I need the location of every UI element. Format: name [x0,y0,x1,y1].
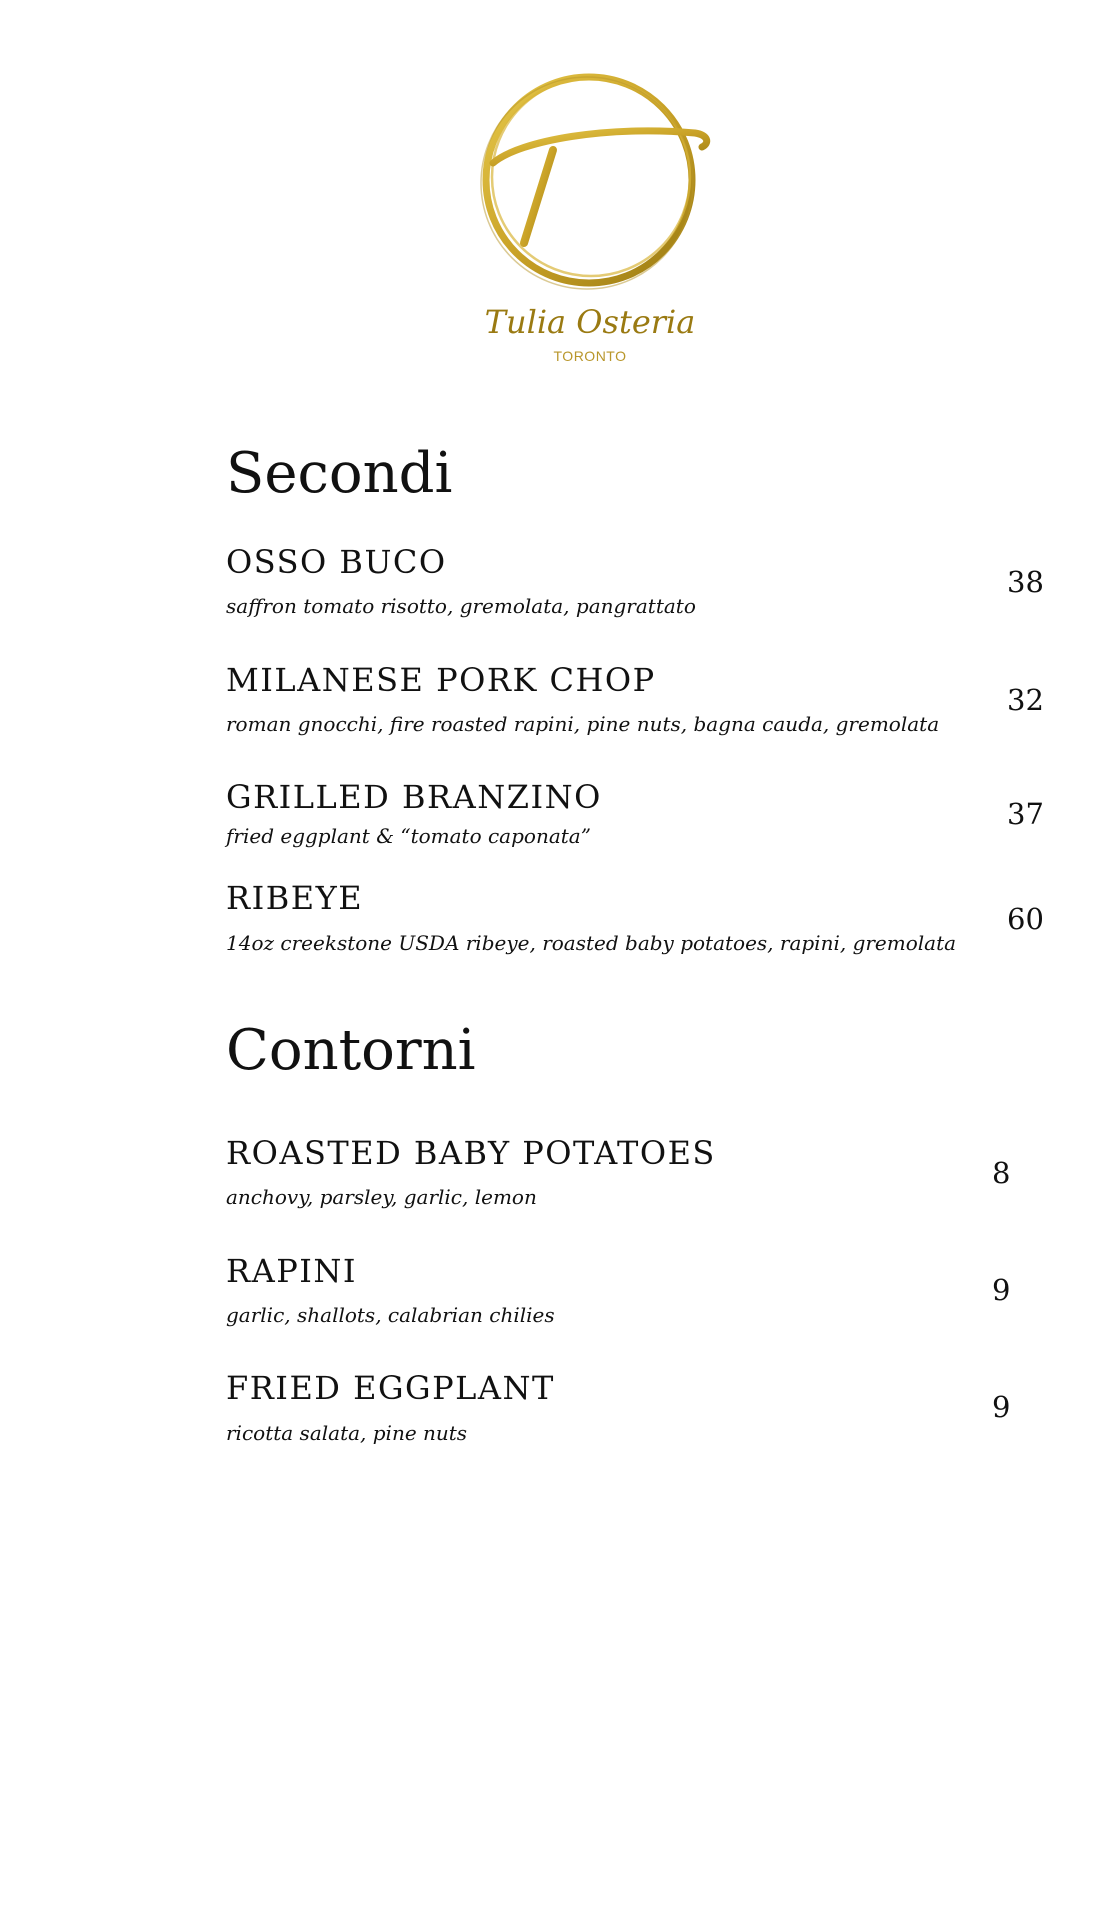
section-title-secondi: Secondi [226,441,453,506]
item-price: 37 [1007,797,1044,831]
logo-script-wordmark: Tulia Osteria [484,303,696,341]
item-price: 60 [1007,902,1044,936]
item-name: ROASTED BABY POTATOES [226,1134,716,1172]
logo-city-label: TORONTO [553,348,627,364]
item-description: fried eggplant & “tomato caponata” [226,824,591,848]
item-name: RIBEYE [226,879,364,917]
item-price: 9 [992,1390,1011,1424]
restaurant-logo [460,55,720,375]
item-description: ricotta salata, pine nuts [226,1421,468,1445]
item-price: 8 [992,1156,1011,1190]
item-name: OSSO BUCO [226,543,447,581]
item-description: 14oz creekstone USDA ribeye, roasted baby potatoes, rapini, gremolata [226,931,957,955]
item-description: anchovy, parsley, garlic, lemon [226,1185,537,1209]
item-description: roman gnocchi, fire roasted rapini, pine nuts, bagna cauda, gremolata [226,712,940,736]
item-price: 38 [1007,565,1044,599]
section-title-contorni: Contorni [226,1018,476,1083]
logo-emblem-icon [460,55,720,355]
item-price: 32 [1007,683,1044,717]
item-description: garlic, shallots, calabrian chilies [226,1303,555,1327]
item-name: FRIED EGGPLANT [226,1369,555,1407]
item-name: MILANESE PORK CHOP [226,661,656,699]
item-price: 9 [992,1273,1011,1307]
item-description: saffron tomato risotto, gremolata, pangrattato [226,594,696,618]
item-name: RAPINI [226,1252,358,1290]
item-name: GRILLED BRANZINO [226,778,602,816]
